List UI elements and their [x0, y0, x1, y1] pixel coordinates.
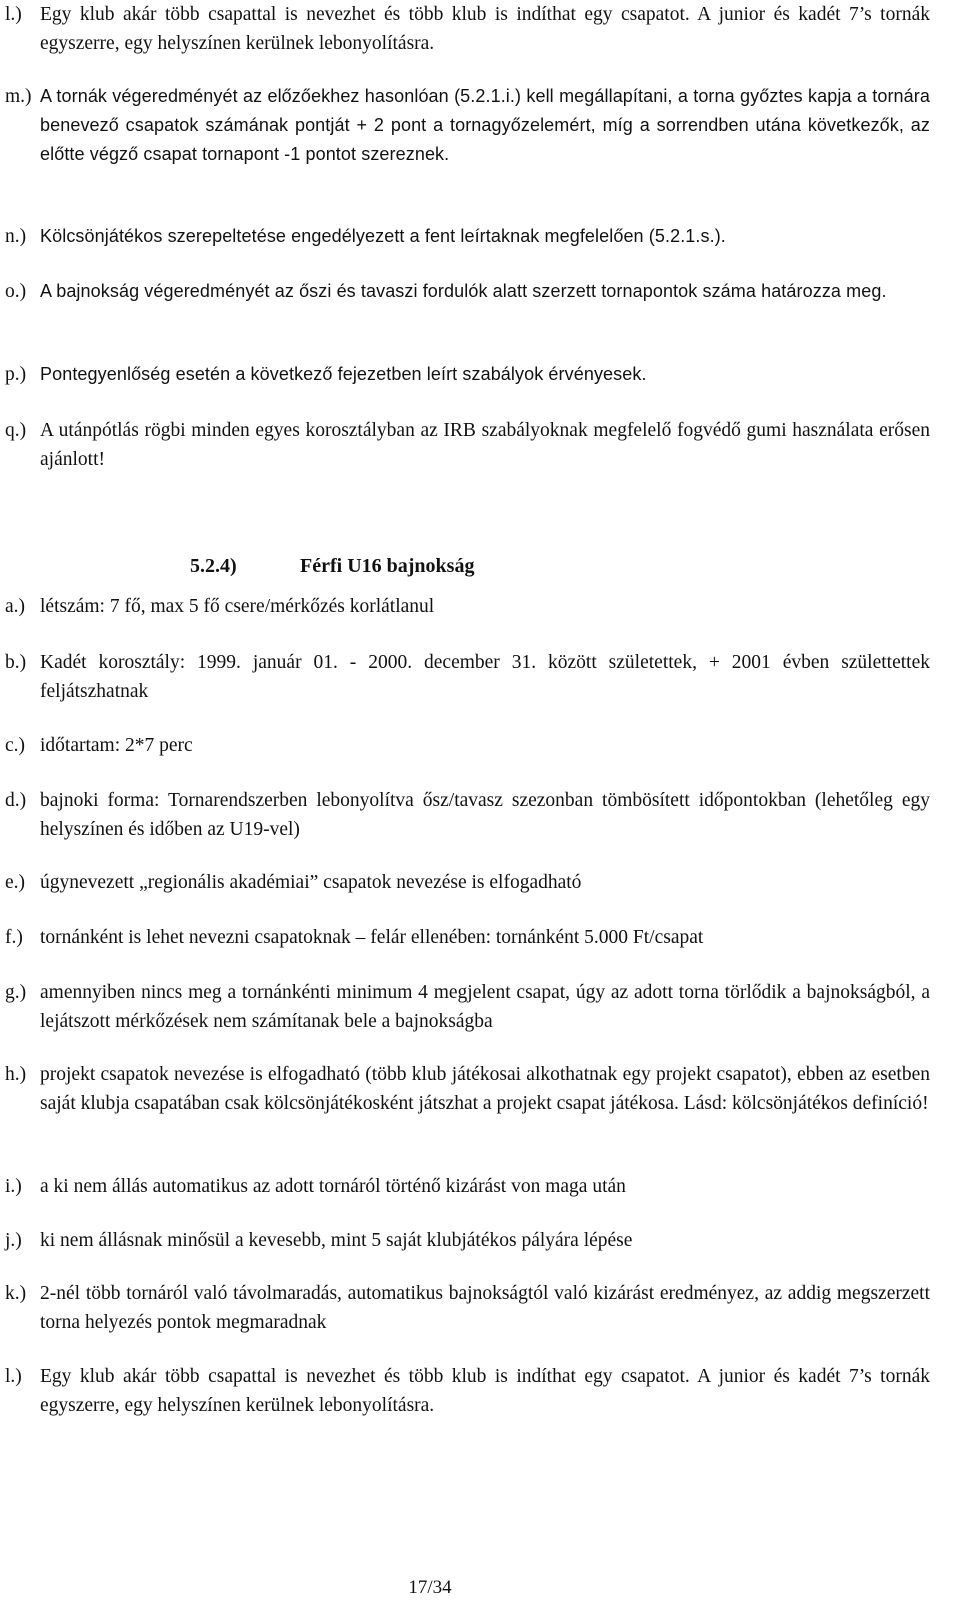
list-marker: j.) — [5, 1230, 22, 1251]
list-item-text: a ki nem állás automatikus az adott tornáról történő kizárást von maga után — [40, 1176, 626, 1197]
rule-item-g — [5, 978, 930, 1036]
list-item-text: 2-nél több tornáról való távolmaradás, automatikus bajnokságtól való kizárást eredményez, az addig megszerzett torna helyezés pontok megmaradnak — [40, 1283, 930, 1333]
rule-item-i — [5, 1172, 930, 1201]
rule-item-b — [5, 648, 930, 706]
list-marker: p.) — [5, 364, 27, 385]
list-marker: h.) — [5, 1064, 27, 1085]
top-item-n — [5, 222, 930, 251]
top-item-q — [5, 416, 930, 474]
list-item-text: Pontegyenlőség esetén a következő fejezetben leírt szabályok érvényesek. — [40, 364, 647, 384]
list-marker: q.) — [5, 420, 27, 441]
list-item-text: amennyiben nincs meg a tornánkénti minimum 4 megjelent csapat, úgy az adott torna törlődik a bajnokságból, a lejátszott mérkőzések nem számítanak bele a bajnokságba — [40, 982, 930, 1032]
list-item-text: A tornák végeredményét az előzőekhez hasonlóan (5.2.1.i.) kell megállapítani, a torna győztes kapja a tornára benevező csapatok számának pontját + 2 pont a tornagyőzelemért, míg a sorrendben utána következők, az előtte végző csapat tornapont -1 pontot szereznek. — [40, 86, 930, 164]
rule-item-d — [5, 786, 930, 844]
list-item-text: Egy klub akár több csapattal is nevezhet és több klub is indíthat egy csapatot. A junior és kadét 7’s tornák egyszerre, egy helyszínen kerülnek lebonyolításra. — [40, 1366, 930, 1416]
rule-item-a — [5, 592, 930, 621]
list-marker: g.) — [5, 982, 27, 1003]
list-item-text: A bajnokság végeredményét az őszi és tavaszi fordulók alatt szerzett tornapontok száma határozza meg. — [40, 281, 887, 301]
top-item-o — [5, 277, 930, 306]
rule-item-j — [5, 1226, 930, 1255]
list-marker: a.) — [5, 596, 26, 617]
list-marker: k.) — [5, 1283, 27, 1304]
list-item-text: Kölcsönjátékos szerepeltetése engedélyezett a fent leírtaknak megfelelően (5.2.1.s.). — [40, 226, 726, 246]
list-item-text: úgynevezett „regionális akadémiai” csapatok nevezése is elfogadható — [40, 872, 582, 893]
section-heading — [190, 552, 474, 581]
list-item-text: létszám: 7 fő, max 5 fő csere/mérkőzés korlátlanul — [40, 596, 435, 617]
rule-item-l — [5, 1362, 930, 1420]
list-marker: d.) — [5, 790, 27, 811]
rule-item-k — [5, 1279, 930, 1337]
list-marker: n.) — [5, 226, 27, 247]
top-item-m — [5, 82, 930, 169]
rule-item-f — [5, 923, 930, 952]
rule-item-e — [5, 868, 930, 897]
top-item-l — [5, 0, 930, 58]
list-item-text: tornánként is lehet nevezni csapatoknak – felár ellenében: tornánként 5.000 Ft/csapat — [40, 927, 704, 948]
list-marker: i.) — [5, 1176, 22, 1197]
list-marker: l.) — [5, 1366, 22, 1387]
list-marker: b.) — [5, 652, 27, 673]
list-item-text: Egy klub akár több csapattal is nevezhet és több klub is indíthat egy csapatot. A junior és kadét 7’s tornák egyszerre, egy helyszínen kerülnek lebonyolításra. — [40, 4, 930, 54]
rule-item-h — [5, 1060, 930, 1118]
section-number: 5.2.4) — [190, 555, 237, 577]
list-marker: f.) — [5, 927, 23, 948]
page-number: 17/34 — [408, 1577, 452, 1598]
list-item-text: A utánpótlás rögbi minden egyes korosztályban az IRB szabályoknak megfelelő fogvédő gumi használata erősen ajánlott! — [40, 420, 930, 470]
section-title: Férfi U16 bajnokság — [300, 555, 475, 577]
list-marker: e.) — [5, 872, 26, 893]
list-marker: c.) — [5, 735, 26, 756]
list-marker: m.) — [5, 86, 32, 107]
list-marker: o.) — [5, 281, 27, 302]
list-item-text: projekt csapatok nevezése is elfogadható (több klub játékosai alkothatnak egy projekt csapatot), ebben az esetben saját klubja csapatában csak kölcsönjátékosként játszhat a projekt csapat játékosa. Lásd: kölcsönjátékos definíció! — [40, 1064, 930, 1114]
list-item-text: bajnoki forma: Tornarendszerben lebonyolítva ősz/tavasz szezonban tömbösített időpontokban (lehetőleg egy helyszínen és időben az U19-vel) — [40, 790, 930, 840]
list-item-text: időtartam: 2*7 perc — [40, 735, 193, 756]
list-marker: l.) — [5, 4, 22, 25]
list-item-text: Kadét korosztály: 1999. január 01. - 2000. december 31. között születettek, + 2001 évben születtettek feljátszhatnak — [40, 652, 930, 702]
list-item-text: ki nem állásnak minősül a kevesebb, mint 5 saját klubjátékos pályára lépése — [40, 1230, 633, 1251]
rule-item-c — [5, 731, 930, 760]
top-item-p — [5, 360, 930, 389]
